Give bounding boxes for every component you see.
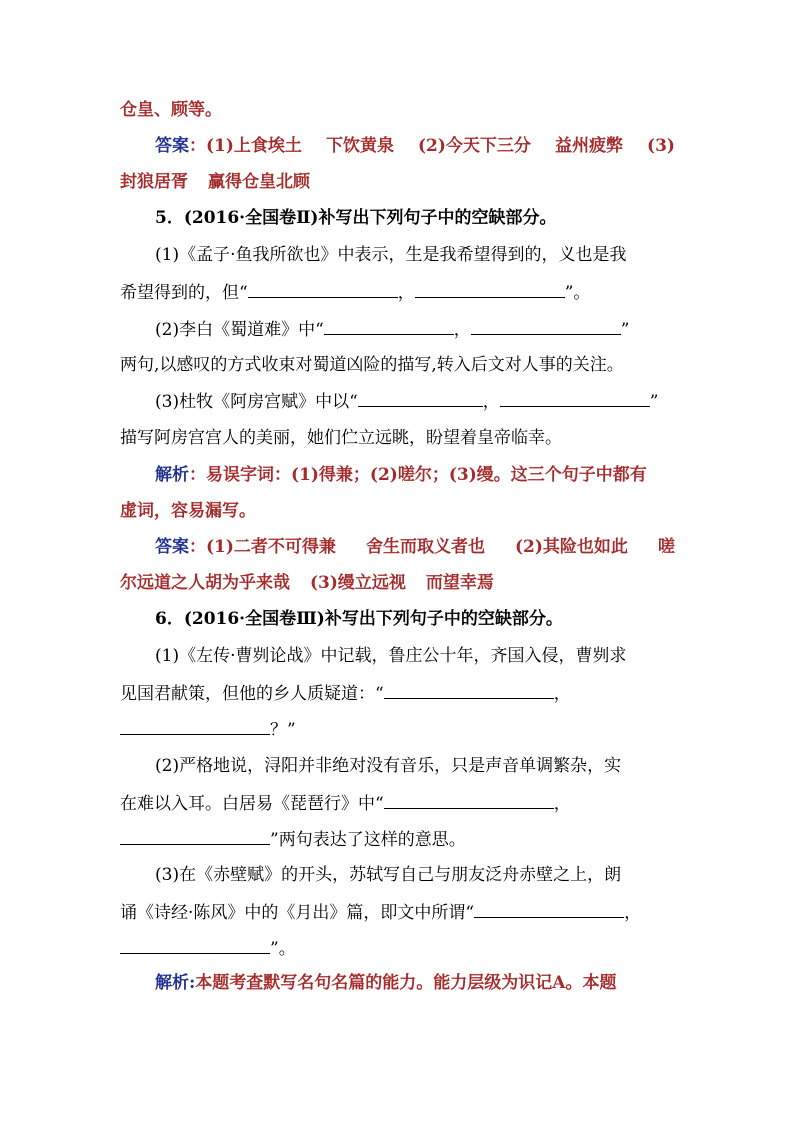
q4-answer-line1: 答案：(1)上食埃土 下饮黄泉 (2)今天下三分 益州疲弊 (3) [155,136,675,156]
q5-title: 5．(2016·全国卷Ⅱ)补写出下列句子中的空缺部分。 [155,208,557,228]
q6-s2-line2: 在难以入耳。白居易《琵琶行》中“ ， [120,788,675,818]
answer-blank[interactable] [471,314,621,335]
answer-blank[interactable] [324,314,454,335]
q6-s1-line1: (1)《左传·曹刿论战》中记载，鲁庄公十年，齐国入侵，曹刿求 [155,646,627,666]
q6-s2-line3: ”两句表达了这样的意思。 [120,824,675,854]
q5-s2-line1: (2)李白《蜀道难》中“ ， ” [155,314,675,344]
q6-s3-line1: (3)在《赤壁赋》的开头，苏轼写自己与朋友泛舟赤壁之上，朗 [155,865,622,885]
q5-answer-line1: 答案：(1)二者不可得兼 舍生而取义者也 (2)其险也如此 嗟 [155,537,675,557]
q4-answer-tail: 仓皇、顾等。 [120,100,222,120]
q5-s1-line2: 希望得到的，但“ ， ”。 [120,277,675,307]
q5-s2-line2: 两句,以感叹的方式收束对蜀道凶险的描写,转入后文对人事的关注。 [120,355,624,375]
answer-blank[interactable] [120,824,270,845]
q5-analysis-line2: 虚词，容易漏写。 [120,501,256,521]
q5-answer-line2: 尔远道之人胡为乎来哉 (3)缦立远视 而望幸焉 [120,573,494,593]
q6-analysis-line1: 解析:本题考查默写名句名篇的能力。能力层级为识记A。本题 [155,973,617,993]
answer-blank[interactable] [500,386,650,407]
q6-s2-line1: (2)严格地说，浔阳并非绝对没有音乐，只是声音单调繁杂，实 [155,756,622,776]
q4-answer-line2: 封狼居胥 赢得仓皇北顾 [120,172,310,192]
answer-blank[interactable] [248,277,398,298]
q6-title: 6．(2016·全国卷Ⅲ)补写出下列句子中的空缺部分。 [155,609,563,629]
answer-blank[interactable] [358,386,483,407]
q6-s1-line3: ？” [120,714,675,744]
q5-s1-line1: (1)《孟子·鱼我所欲也》中表示，生是我希望得到的，义也是我 [155,245,627,265]
q6-s3-line2: 诵《诗经·陈风》中的《月出》篇，即文中所谓“ ， [120,897,675,927]
q5-analysis-line1: 解析：易误字词：(1)得兼；(2)嗟尔；(3)缦。这三个句子中都有 [155,465,647,485]
answer-blank[interactable] [384,788,554,809]
q5-s3-line1: (3)杜牧《阿房宫赋》中以“ ， ” [155,386,675,416]
q6-s1-line2: 见国君献策，但他的乡人质疑道：“ ， [120,678,675,708]
answer-blank[interactable] [384,678,554,699]
answer-blank[interactable] [415,277,565,298]
answer-blank[interactable] [120,933,270,954]
answer-blank[interactable] [120,714,270,735]
q5-s3-line2: 描写阿房宫宫人的美丽，她们伫立远眺，盼望着皇帝临幸。 [120,428,562,448]
answer-blank[interactable] [474,897,624,918]
q6-s3-line3: ”。 [120,933,675,963]
